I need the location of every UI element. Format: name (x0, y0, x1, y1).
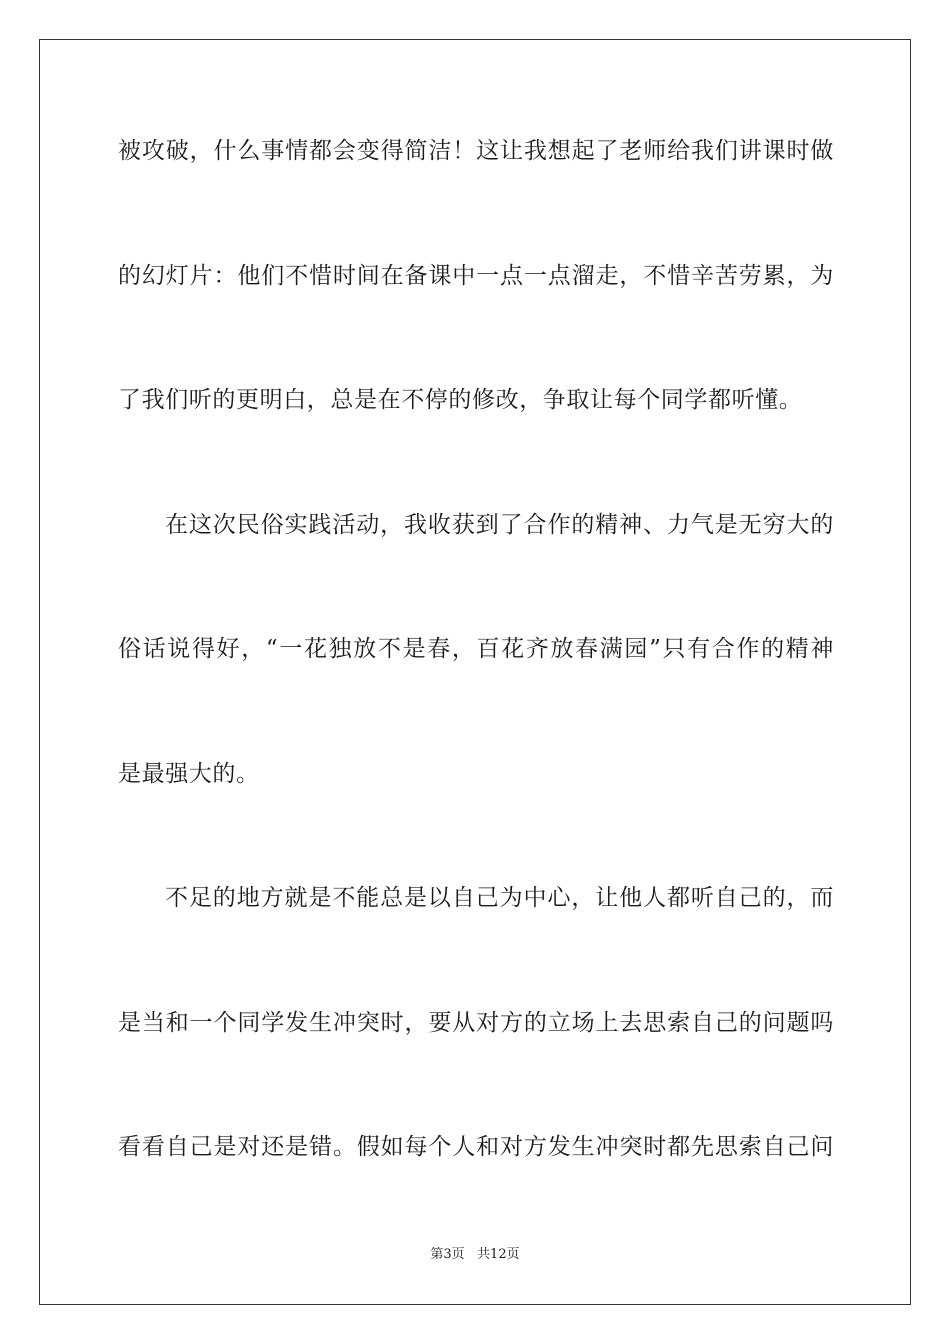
text-line-9: 看看自己是对还是错。假如每个人和对方发生冲突时都先思索自己问 (118, 1134, 834, 1160)
text-line-4: 在这次民俗实践活动，我收获到了合作的精神、力气是无穷大的 (165, 512, 834, 538)
text-line-2: 的幻灯片：他们不惜时间在备课中一点一点溜走，不惜辛苦劳累，为 (118, 263, 834, 289)
text-line-6: 是最强大的。 (118, 761, 260, 787)
text-line-8: 是当和一个同学发生冲突时，要从对方的立场上去思索自己的问题吗 (118, 1010, 834, 1036)
text-line-7: 不足的地方就是不能总是以自己为中心，让他人都听自己的，而 (165, 885, 834, 911)
text-line-1: 被攻破，什么事情都会变得简洁！这让我想起了老师给我们讲课时做 (118, 138, 834, 164)
text-line-3: 了我们听的更明白，总是在不停的修改，争取让每个同学都听懂。 (118, 387, 803, 413)
text-line-5: 俗话说得好，“一花独放不是春，百花齐放春满园”只有合作的精神 (118, 636, 834, 662)
page-number-footer: 第3页 共12页 (430, 1247, 520, 1262)
page-border (39, 39, 911, 1305)
